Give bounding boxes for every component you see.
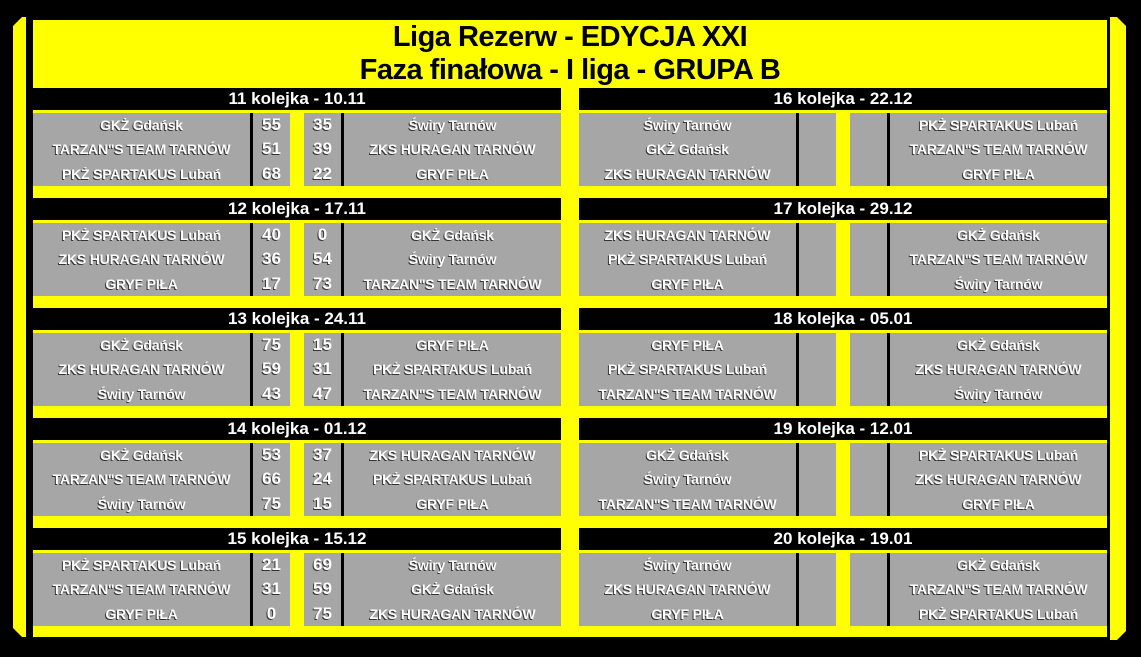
away-scores-box xyxy=(850,553,887,626)
team-name: PKŻ SPARTAKUS Lubań xyxy=(61,227,221,244)
away-teams-box xyxy=(344,553,561,626)
match-score: 22 xyxy=(313,163,332,183)
team-name: GKŻ Gdańsk xyxy=(100,117,183,134)
home-teams-box xyxy=(579,333,796,406)
round-matches xyxy=(33,443,561,516)
team-name: ZKS HURAGAN TARNÓW xyxy=(604,581,771,598)
match-score: 51 xyxy=(262,139,281,159)
team-name: Świry Tarnów xyxy=(643,117,732,134)
team-name: TARZAN"S TEAM TARNÓW xyxy=(363,275,542,292)
rounds-grid xyxy=(33,88,1107,626)
round-header: 12 kolejka - 17.11 xyxy=(33,198,561,220)
team-name: GRYF PIŁA xyxy=(416,337,489,354)
home-teams-box xyxy=(579,223,796,296)
team-name: ZKS HURAGAN TARNÓW xyxy=(915,361,1082,378)
team-name: TARZAN"S TEAM TARNÓW xyxy=(909,581,1088,598)
round-header: 14 kolejka - 01.12 xyxy=(33,418,561,440)
team-name: PKŻ SPARTAKUS Lubań xyxy=(918,447,1078,464)
team-name: GKŻ Gdańsk xyxy=(100,447,183,464)
team-name: GRYF PIŁA xyxy=(962,495,1035,512)
center-gap xyxy=(290,223,304,296)
team-name: TARZAN"S TEAM TARNÓW xyxy=(598,495,777,512)
away-teams-box xyxy=(344,223,561,296)
team-name: GKŻ Gdańsk xyxy=(646,447,729,464)
team-name: PKŻ SPARTAKUS Lubań xyxy=(918,605,1078,622)
team-name: GRYF PIŁA xyxy=(416,165,489,182)
team-name: ZKS HURAGAN TARNÓW xyxy=(604,165,771,182)
round-header: 19 kolejka - 12.01 xyxy=(579,418,1107,440)
home-scores-box xyxy=(253,223,290,296)
center-gap xyxy=(290,443,304,516)
center-gap xyxy=(290,113,304,186)
match-score: 53 xyxy=(262,445,281,465)
phase-subtitle: Faza finałowa - I liga - GRUPA B xyxy=(359,54,781,86)
round-header: 13 kolejka - 24.11 xyxy=(33,308,561,330)
home-scores-box xyxy=(799,223,836,296)
team-name: TARZAN"S TEAM TARNÓW xyxy=(52,141,231,158)
away-teams-box xyxy=(890,443,1107,516)
away-scores-box xyxy=(850,333,887,406)
team-name: Świry Tarnów xyxy=(954,275,1043,292)
match-score: 39 xyxy=(313,139,332,159)
away-teams-box xyxy=(344,113,561,186)
away-teams-box xyxy=(890,333,1107,406)
team-name: PKŻ SPARTAKUS Lubań xyxy=(607,361,767,378)
match-score: 40 xyxy=(262,225,281,245)
match-score: 59 xyxy=(313,579,332,599)
team-name: TARZAN"S TEAM TARNÓW xyxy=(52,471,231,488)
away-scores-box xyxy=(304,223,341,296)
round-block xyxy=(579,308,1107,406)
team-name: PKŻ SPARTAKUS Lubań xyxy=(61,557,221,574)
round-block xyxy=(33,528,561,626)
right-ribbon-decoration xyxy=(1110,17,1126,640)
match-score: 54 xyxy=(313,249,332,269)
match-score: 17 xyxy=(262,273,281,293)
team-name: Świry Tarnów xyxy=(643,471,732,488)
home-teams-box xyxy=(579,553,796,626)
round-matches xyxy=(579,113,1107,186)
team-name: GKŻ Gdańsk xyxy=(957,557,1040,574)
team-name: TARZAN"S TEAM TARNÓW xyxy=(363,385,542,402)
team-name: ZKS HURAGAN TARNÓW xyxy=(915,471,1082,488)
main-panel xyxy=(33,20,1107,637)
match-score: 59 xyxy=(262,359,281,379)
away-scores-box xyxy=(304,113,341,186)
home-teams-box xyxy=(579,113,796,186)
team-name: ZKS HURAGAN TARNÓW xyxy=(369,605,536,622)
match-score: 66 xyxy=(262,469,281,489)
team-name: ZKS HURAGAN TARNÓW xyxy=(369,141,536,158)
team-name: PKŻ SPARTAKUS Lubań xyxy=(61,165,221,182)
match-score: 43 xyxy=(262,383,281,403)
away-teams-box xyxy=(890,223,1107,296)
round-header: 18 kolejka - 05.01 xyxy=(579,308,1107,330)
team-name: PKŻ SPARTAKUS Lubań xyxy=(372,361,532,378)
round-matches xyxy=(33,223,561,296)
team-name: GKŻ Gdańsk xyxy=(957,337,1040,354)
team-name: GRYF PIŁA xyxy=(651,605,724,622)
match-score: 31 xyxy=(262,579,281,599)
team-name: GRYF PIŁA xyxy=(416,495,489,512)
team-name: GKŻ Gdańsk xyxy=(100,337,183,354)
home-scores-box xyxy=(799,333,836,406)
team-name: GRYF PIŁA xyxy=(651,337,724,354)
league-title: Liga Rezerw - EDYCJA XXI xyxy=(392,21,748,53)
center-gap xyxy=(836,223,850,296)
round-block xyxy=(579,198,1107,296)
away-scores-box xyxy=(850,113,887,186)
round-matches xyxy=(579,333,1107,406)
match-score: 15 xyxy=(313,493,332,513)
home-scores-box xyxy=(253,553,290,626)
round-matches xyxy=(579,443,1107,516)
team-name: GKŻ Gdańsk xyxy=(411,581,494,598)
home-scores-box xyxy=(253,443,290,516)
home-teams-box xyxy=(579,443,796,516)
left-ribbon-decoration xyxy=(13,17,26,637)
round-block xyxy=(579,88,1107,186)
match-score: 75 xyxy=(313,603,332,623)
team-name: PKŻ SPARTAKUS Lubań xyxy=(372,471,532,488)
match-score: 35 xyxy=(313,115,332,135)
round-block xyxy=(579,418,1107,516)
team-name: ZKS HURAGAN TARNÓW xyxy=(369,447,536,464)
team-name: TARZAN"S TEAM TARNÓW xyxy=(909,251,1088,268)
match-score: 37 xyxy=(313,445,332,465)
team-name: GKŻ Gdańsk xyxy=(411,227,494,244)
round-header: 17 kolejka - 29.12 xyxy=(579,198,1107,220)
team-name: PKŻ SPARTAKUS Lubań xyxy=(918,117,1078,134)
round-block xyxy=(33,418,561,516)
home-scores-box xyxy=(253,113,290,186)
round-header: 15 kolejka - 15.12 xyxy=(33,528,561,550)
team-name: GKŻ Gdańsk xyxy=(646,141,729,158)
round-header: 11 kolejka - 10.11 xyxy=(33,88,561,110)
home-scores-box xyxy=(253,333,290,406)
match-score: 24 xyxy=(313,469,332,489)
round-block xyxy=(33,198,561,296)
match-score: 69 xyxy=(313,555,332,575)
match-score: 47 xyxy=(313,383,332,403)
match-score: 15 xyxy=(313,335,332,355)
center-gap xyxy=(290,333,304,406)
round-header: 20 kolejka - 19.01 xyxy=(579,528,1107,550)
away-teams-box xyxy=(344,443,561,516)
home-teams-box xyxy=(33,333,250,406)
team-name: Świry Tarnów xyxy=(408,251,497,268)
center-gap xyxy=(836,443,850,516)
team-name: Świry Tarnów xyxy=(643,557,732,574)
round-matches xyxy=(33,333,561,406)
match-score: 21 xyxy=(262,555,281,575)
match-score: 68 xyxy=(262,163,281,183)
round-matches xyxy=(579,553,1107,626)
team-name: PKŻ SPARTAKUS Lubań xyxy=(607,251,767,268)
away-teams-box xyxy=(344,333,561,406)
match-score: 0 xyxy=(317,225,328,245)
home-teams-box xyxy=(33,443,250,516)
page-title xyxy=(33,20,1107,88)
center-gap xyxy=(836,333,850,406)
team-name: GRYF PIŁA xyxy=(651,275,724,292)
center-gap xyxy=(836,553,850,626)
team-name: GRYF PIŁA xyxy=(962,165,1035,182)
team-name: Świry Tarnów xyxy=(408,557,497,574)
team-name: GRYF PIŁA xyxy=(105,275,178,292)
team-name: ZKS HURAGAN TARNÓW xyxy=(58,361,225,378)
match-score: 73 xyxy=(313,273,332,293)
round-block xyxy=(579,528,1107,626)
team-name: ZKS HURAGAN TARNÓW xyxy=(58,251,225,268)
home-scores-box xyxy=(799,443,836,516)
home-teams-box xyxy=(33,113,250,186)
team-name: Świry Tarnów xyxy=(954,385,1043,402)
match-score: 31 xyxy=(313,359,332,379)
away-teams-box xyxy=(890,113,1107,186)
match-score: 0 xyxy=(266,603,277,623)
round-matches xyxy=(579,223,1107,296)
team-name: ZKS HURAGAN TARNÓW xyxy=(604,227,771,244)
team-name: TARZAN"S TEAM TARNÓW xyxy=(52,581,231,598)
match-score: 55 xyxy=(262,115,281,135)
match-score: 75 xyxy=(262,335,281,355)
team-name: TARZAN"S TEAM TARNÓW xyxy=(909,141,1088,158)
round-block xyxy=(33,88,561,186)
away-scores-box xyxy=(850,223,887,296)
home-teams-box xyxy=(33,553,250,626)
home-scores-box xyxy=(799,553,836,626)
center-gap xyxy=(836,113,850,186)
away-scores-box xyxy=(304,553,341,626)
team-name: TARZAN"S TEAM TARNÓW xyxy=(598,385,777,402)
team-name: Świry Tarnów xyxy=(97,495,186,512)
round-header: 16 kolejka - 22.12 xyxy=(579,88,1107,110)
round-matches xyxy=(33,113,561,186)
home-teams-box xyxy=(33,223,250,296)
center-gap xyxy=(290,553,304,626)
away-scores-box xyxy=(850,443,887,516)
round-matches xyxy=(33,553,561,626)
home-scores-box xyxy=(799,113,836,186)
away-scores-box xyxy=(304,333,341,406)
team-name: GKŻ Gdańsk xyxy=(957,227,1040,244)
match-score: 36 xyxy=(262,249,281,269)
team-name: GRYF PIŁA xyxy=(105,605,178,622)
match-score: 75 xyxy=(262,493,281,513)
team-name: Świry Tarnów xyxy=(408,117,497,134)
away-scores-box xyxy=(304,443,341,516)
team-name: Świry Tarnów xyxy=(97,385,186,402)
round-block xyxy=(33,308,561,406)
away-teams-box xyxy=(890,553,1107,626)
